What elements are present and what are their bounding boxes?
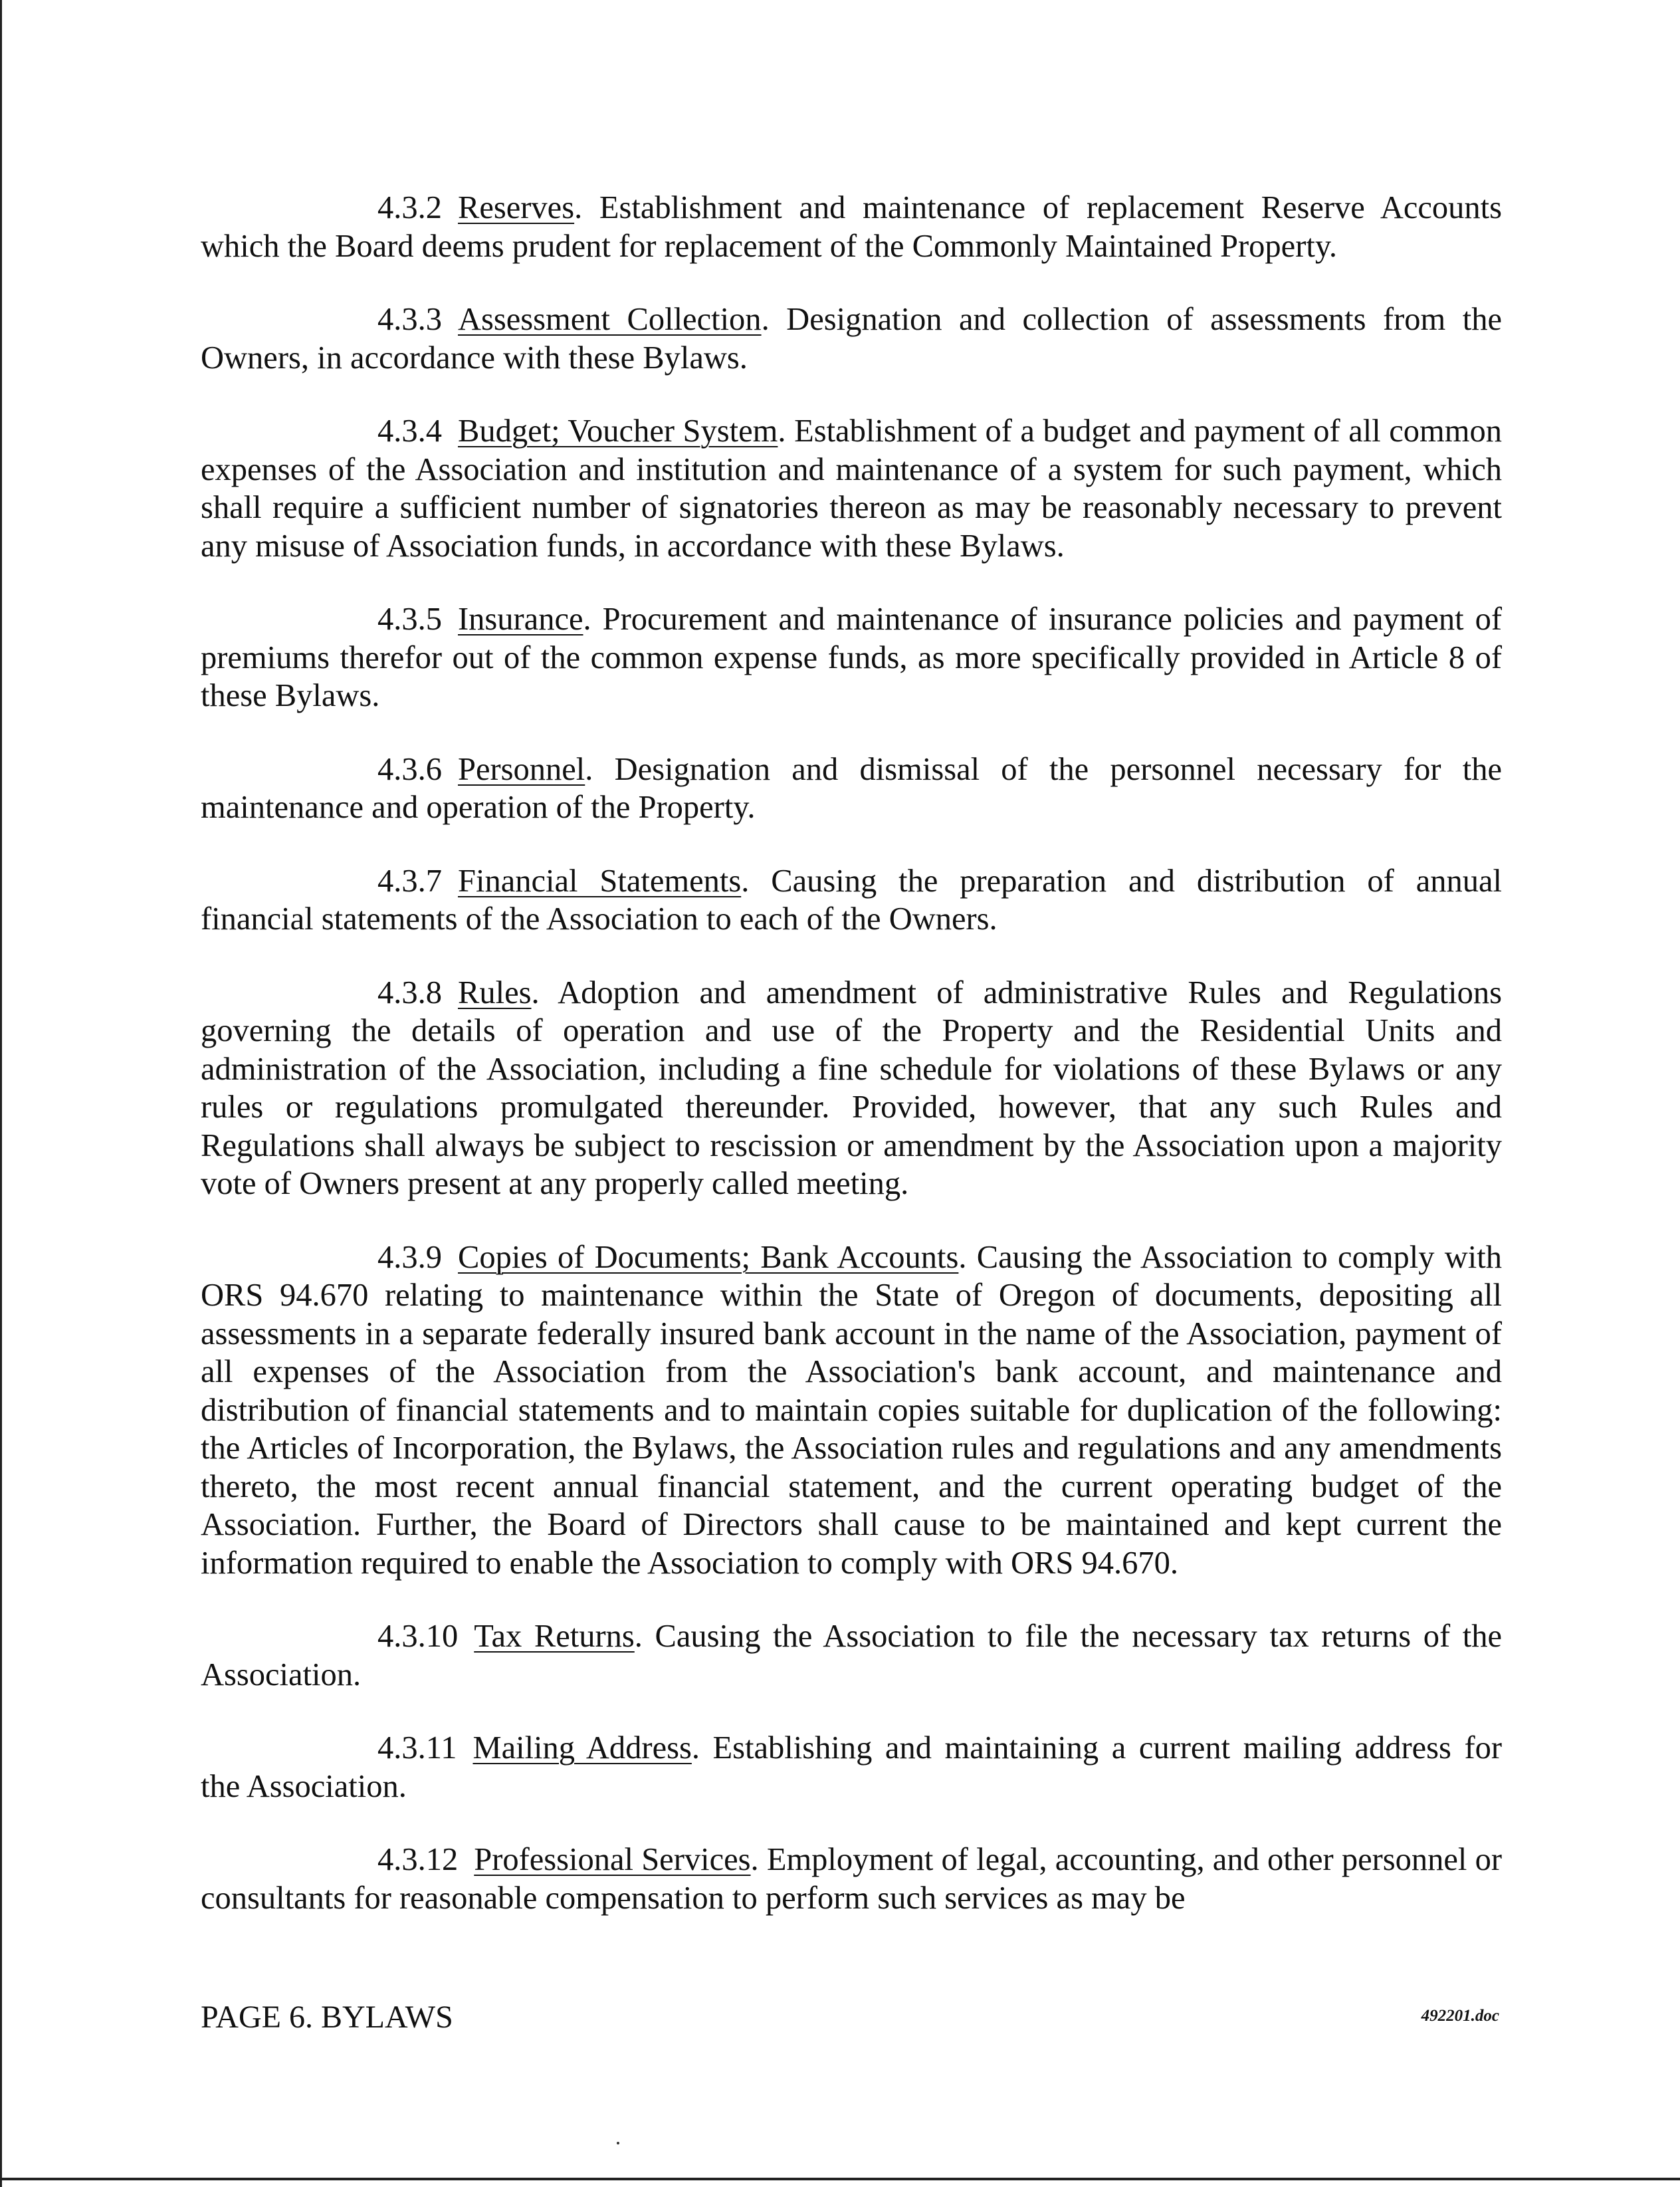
section-number: 4.3.5 — [377, 602, 442, 637]
page-footer-label: PAGE 6. BYLAWS — [201, 2000, 453, 2035]
section-4-3-5 — [201, 600, 1502, 715]
scan-speck — [617, 2142, 619, 2144]
section-text: . Employment of legal, accounting, and other personnel or consultants for reasonable compensation to perform such services as may be — [201, 1842, 1502, 1916]
section-heading: Personnel — [458, 751, 585, 787]
document-body — [201, 189, 1502, 1952]
section-4-3-9 — [201, 1238, 1502, 1583]
section-4-3-8 — [201, 974, 1502, 1203]
document-reference: 492201.doc — [1421, 2007, 1499, 2025]
section-number: 4.3.2 — [377, 190, 442, 225]
section-number: 4.3.10 — [377, 1619, 459, 1654]
section-text: . Causing the Association to comply with ORS 94.670 relating to maintenance within the State of Oregon of documents, depositing all assessments in a separate federally insured bank account in the name of the Association, payment of all expenses of the Association from the Association's bank account, and maintenance and distribution of financial statements and to maintain copies suitable for duplication of the following: the Articles of Incorporation, the Bylaws, the Association rules and regulations and any amendments thereto, the most recent annual financial statement, and the current operating budget of the Association. Further, the Board of Directors shall cause to be maintained and kept current the information required to enable the Association to comply with ORS 94.670. — [201, 1239, 1502, 1581]
section-text: . Causing the Association to file the necessary tax returns of the Association. — [201, 1619, 1502, 1692]
section-4-3-11 — [201, 1729, 1502, 1805]
section-number: 4.3.4 — [377, 413, 442, 449]
section-number: 4.3.11 — [377, 1730, 457, 1766]
section-4-3-6 — [201, 750, 1502, 827]
section-4-3-7 — [201, 862, 1502, 939]
section-4-3-2 — [201, 189, 1502, 265]
section-4-3-10 — [201, 1617, 1502, 1694]
section-heading: Copies of Documents; Bank Accounts — [458, 1239, 959, 1275]
section-text: . Designation and collection of assessments from the Owners, in accordance with these Bylaws. — [201, 302, 1502, 376]
section-text: . Causing the preparation and distribution of annual financial statements of the Association to each of the Owners. — [201, 863, 1502, 937]
section-text: . Establishment and maintenance of replacement Reserve Accounts which the Board deems prudent for replacement of the Commonly Maintained Property. — [201, 190, 1502, 264]
section-4-3-4 — [201, 412, 1502, 565]
section-heading: Professional Services — [474, 1842, 751, 1877]
section-heading: Budget; Voucher System — [458, 413, 778, 449]
scan-edge-bottom — [0, 2178, 1680, 2180]
section-heading: Mailing Address — [472, 1730, 692, 1766]
section-number: 4.3.8 — [377, 975, 442, 1010]
section-text: . Designation and dismissal of the personnel necessary for the maintenance and operation of the Property. — [201, 751, 1502, 825]
section-heading: Reserves — [458, 190, 575, 225]
section-text: . Establishing and maintaining a current mailing address for the Association. — [201, 1730, 1502, 1804]
section-heading: Assessment Collection — [458, 302, 762, 337]
section-number: 4.3.6 — [377, 751, 442, 787]
section-number: 4.3.3 — [377, 302, 442, 337]
section-heading: Rules — [458, 975, 532, 1010]
section-number: 4.3.9 — [377, 1239, 442, 1275]
section-heading: Tax Returns — [474, 1619, 635, 1654]
section-4-3-3 — [201, 300, 1502, 377]
scan-edge-left — [0, 0, 2, 2187]
section-text: . Procurement and maintenance of insurance policies and payment of premiums therefor out of the common expense funds, as more specifically provided in Article 8 of these Bylaws. — [201, 602, 1502, 713]
section-number: 4.3.7 — [377, 863, 442, 899]
section-4-3-12 — [201, 1841, 1502, 1917]
section-heading: Financial Statements — [458, 863, 742, 899]
section-number: 4.3.12 — [377, 1842, 459, 1877]
section-text: . Adoption and amendment of administrative Rules and Regulations governing the details of operation and use of the Property and the Residential Units and administration of the Association, including a fine schedule for violations of these Bylaws or any rules or regulations promulgated thereunder. Provided, however, that any such Rules and Regulations shall always be subject to rescission or amendment by the Association upon a majority vote of Owners present at any properly called meeting. — [201, 975, 1502, 1201]
section-heading: Insurance — [458, 602, 583, 637]
section-text: . Establishment of a budget and payment of all common expenses of the Association and institution and maintenance of a system for such payment, which shall require a sufficient number of signatories thereon as may be reasonably necessary to prevent any misuse of Association funds, in accordance with these Bylaws. — [201, 413, 1502, 564]
